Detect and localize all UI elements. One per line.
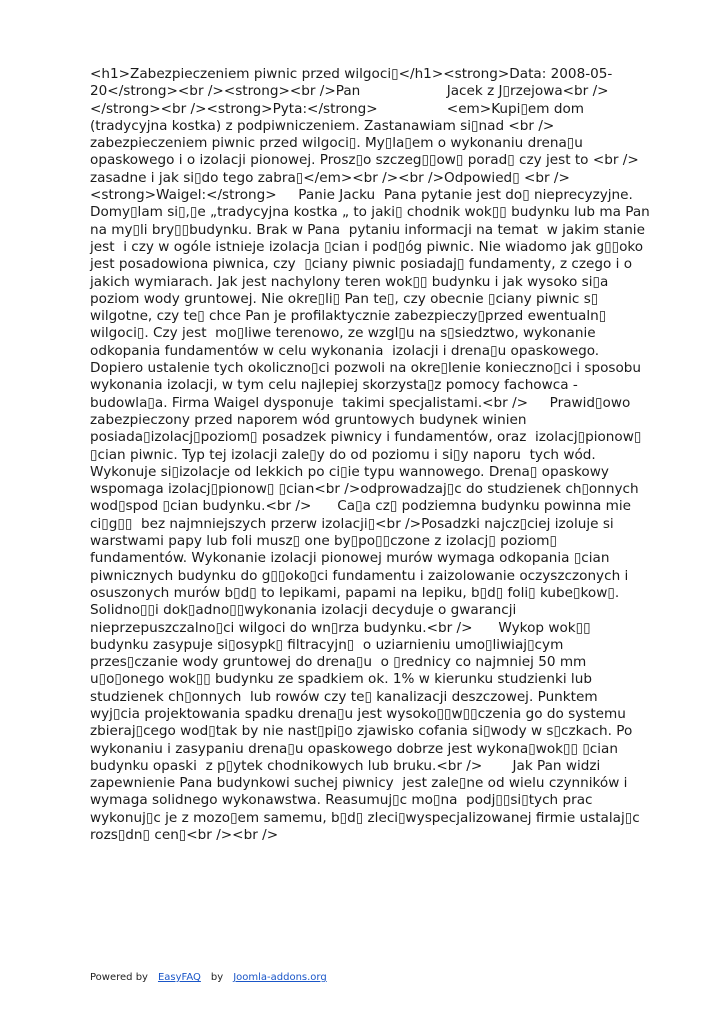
article-body: <h1>Zabezpieczeniem piwnic przed wilgoci▯</h1><strong>Data: 2008-05-20</strong><br /><strong><br />Pan Jacek z J▯rzejowa<br /></strong><br /><strong>Pyta:</strong> <em>Kupi▯em dom (tradycyjna kostka) z podpiwniczeniem. Zastanawiam si▯nad <br /> zabezpieczeniem piwnic przed wilgoci▯. My▯la▯em o wykonaniu drena▯u opaskowego i o izolacji pionowej. Prosz▯o szczeg▯▯ow▯ porad▯ czy jest to <br /> zasadne i jak si▯do tego zabra▯</em><br /><br />Odpowied▯ <br /><strong>Waigel:</strong> Panie Jacku Pana pytanie jest do▯ nieprecyzyjne. Domy▯lam si▯,▯e „tradycyjna kostka „ to jaki▯ chodnik wok▯▯ budynku lub ma Pan na my▯li bry▯▯budynku. Brak w Pana pytaniu informacji na temat w jakim stanie jest i czy w ogóle istnieje izolacja ▯cian i pod▯óg piwnic. Nie wiadomo jak g▯▯oko jest posadowiona piwnica, czy ▯ciany piwnic posiadaj▯ fundamenty, z czego i o jakich wymiarach. Jak jest nachylony teren wok▯▯ budynku i jak wysoko si▯a poziom wody gruntowej. Nie okre▯li▯ Pan te▯, czy obecnie ▯ciany piwnic s▯ wilgotne, czy te▯ chce Pan je profilaktycznie zabezpieczy▯przed ewentualn▯ wilgoci▯. Czy jest mo▯liwe terenowo, ze wzgl▯u na s▯siedztwo, wykonanie odkopania fundamentów w celu wykonania izolacji i drena▯u opaskowego. Dopiero ustalenie tych okoliczno▯ci pozwoli na okre▯lenie konieczno▯ci i sposobu wykonania izolacji, w tym celu najlepiej skorzysta▯z pomocy fachowca - budowla▯a. Firma Waigel dysponuje takimi specjalistami.<br /> Prawid▯owo zabezpieczony przed naporem wód gruntowych budynek winien posiada▯izolacj▯poziom▯ posadzek piwnicy i fundamentów, oraz izolacj▯pionow▯ ▯cian piwnic. Typ tej izolacji zale▯y do od poziomu i si▯y naporu tych wód. Wykonuje si▯izolacje od lekkich po ci▯ie typu wannowego. Drena▯ opaskowy wspomaga izolacj▯pionow▯ ▯cian<br />odprowadzaj▯c do studzienek ch▯onnych wod▯spod ▯cian budynku.<br /> Ca▯a cz▯ podziemna budynku powinna mie ci▯g▯▯ bez najmniejszych przerw izolacji▯<br />Posadzki najcz▯ciej izoluje si warstwami papy lub foli musz▯ one by▯po▯▯czone z izolacj▯ poziom▯ fundamentów. Wykonanie izolacji pionowej murów wymaga odkopania ▯cian piwnicznych budynku do g▯▯oko▯ci fundamentu i zaizolowanie oczyszczonych i osuszonych murów b▯d▯ to lepikami, papami na lepiku, b▯d▯ foli▯ kube▯kow▯. Solidno▯▯i dok▯adno▯▯wykonania izolacji decyduje o gwarancji nieprzepuszczalno▯ci wilgoci do wn▯rza budynku.<br /> Wykop wok▯▯ budynku zasypuje si▯osypk▯ filtracyjn▯ o uziarnieniu umo▯liwiaj▯cym przes▯czanie wody gruntowej do drena▯u o ▯rednicy co najmniej 50 mm u▯o▯onego wok▯▯ budynku ze spadkiem ok. 1% w kierunku studzienki lub studzienek ch▯onnych lub rowów czy te▯ kanalizacji deszczowej. Punktem wyj▯cia projektowania spadku drena▯u jest wysoko▯▯w▯▯czenia go do systemu zbieraj▯cego wod▯tak by nie nast▯pi▯o zjawisko cofania si▯wody w s▯czkach. Po wykonaniu i zasypaniu drena▯u opaskowego dobrze jest wykona▯wok▯▯ ▯cian budynku opaski z p▯ytek chodnikowych lub bruku.<br /> Jak Pan widzi zapewnienie Pana budynkowi suchej piwnicy jest zale▯ne od wielu czynników i wymaga solidnego wykonawstwa. Reasumuj▯c mo▯na podj▯▯si▯tych prac wykonuj▯c je z mozo▯em samemu, b▯d▯ zleci▯wyspecjalizowanej firmie ustalaj▯c rozs▯dn▯ cen▯<br /><br /> (90, 66, 721, 844)
joomla-addons-link[interactable]: Joomla-addons.org (233, 972, 327, 983)
footer (90, 972, 327, 983)
by-label: by (210, 972, 224, 983)
easyfaq-link[interactable]: EasyFAQ (157, 972, 201, 983)
powered-by-label: Powered by (90, 972, 148, 983)
